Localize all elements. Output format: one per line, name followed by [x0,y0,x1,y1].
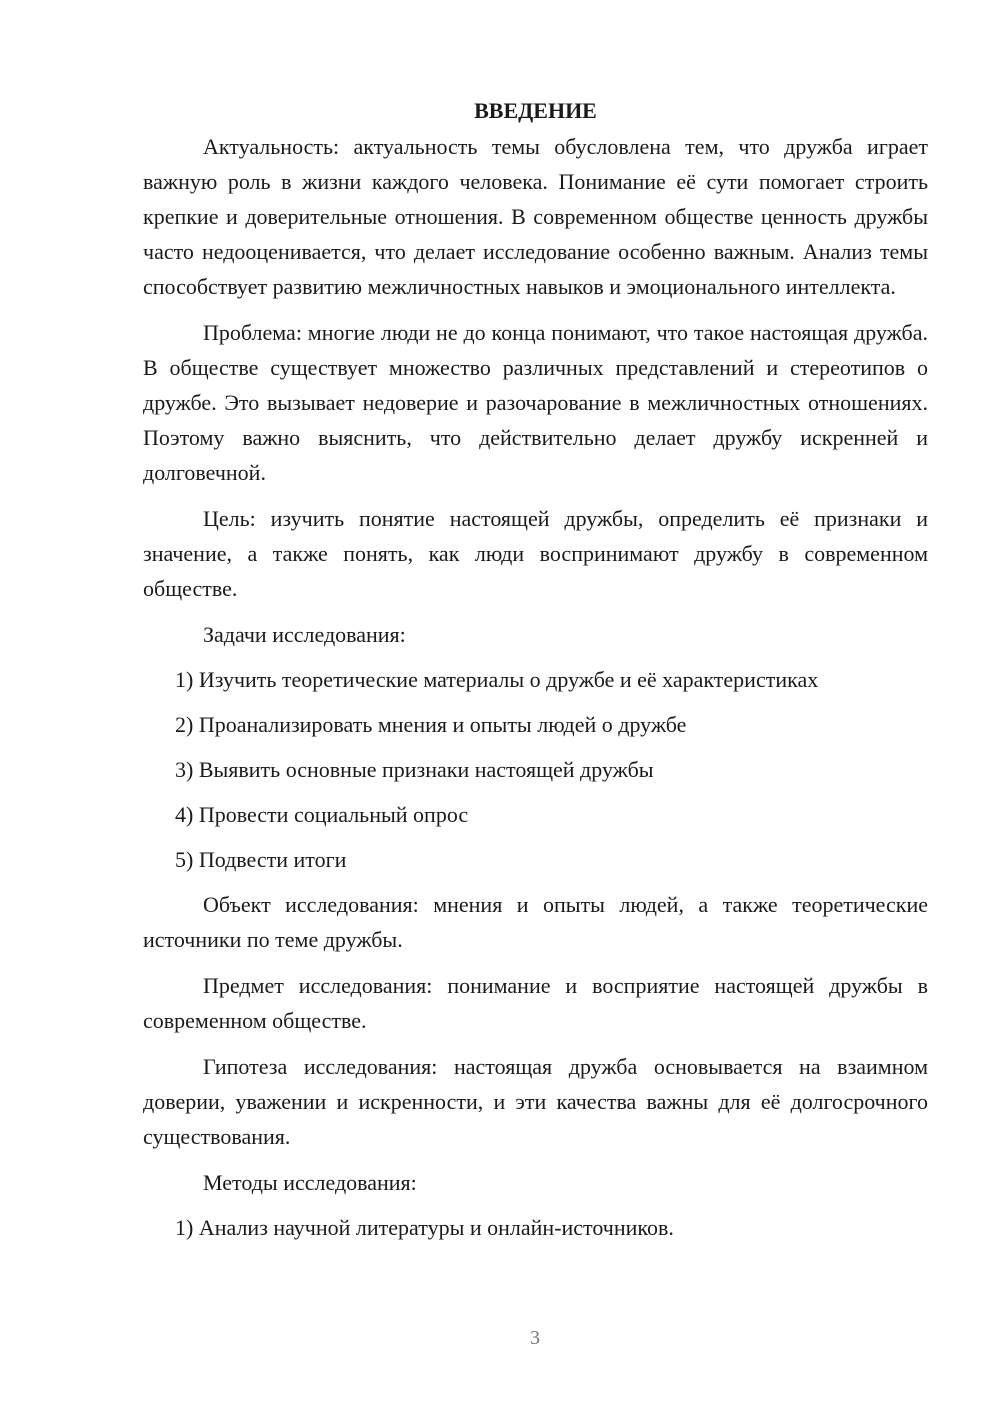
method-item: 1) Анализ научной литературы и онлайн-источников. [175,1215,674,1240]
relevance-paragraph: Актуальность: актуальность темы обусловлена тем, что дружба играет важную роль в жизни каждого человека. Понимание её сути помогает строить крепкие и доверительные отношения. В современном обществе ценность дружбы часто недооценивается, что делает исследование особенно важным. Анализ темы способствует развитию межличностных навыков и эмоционального интеллекта. [143,134,928,299]
tasks-heading: Задачи исследования: [203,622,406,647]
section-title: ВВЕДЕНИЕ [474,98,597,123]
task-item: 1) Изучить теоретические материалы о дружбе и её характеристиках [175,667,819,692]
task-item: 3) Выявить основные признаки настоящей дружбы [175,757,654,782]
task-item: 5) Подвести итоги [175,847,347,872]
object-paragraph: Объект исследования: мнения и опыты людей, а также теоретические источники по теме дружбы. [143,892,928,952]
subject-paragraph: Предмет исследования: понимание и восприятие настоящей дружбы в современном обществе. [143,973,928,1033]
document-page [143,93,928,1255]
task-item: 4) Провести социальный опрос [175,802,469,827]
problem-paragraph: Проблема: многие люди не до конца понимают, что такое настоящая дружба. В обществе существует множество различных представлений и стереотипов о дружбе. Это вызывает недоверие и разочарование в межличностных отношениях. Поэтому важно выяснить, что действительно делает дружбу искренней и долговечной. [143,320,928,485]
task-item: 2) Проанализировать мнения и опыты людей о дружбе [175,712,687,737]
methods-heading: Методы исследования: [203,1170,417,1195]
page-number: 3 [530,1327,540,1349]
hypothesis-paragraph: Гипотеза исследования: настоящая дружба основывается на взаимном доверии, уважении и искренности, и эти качества важны для её долгосрочного существования. [143,1054,928,1149]
goal-paragraph: Цель: изучить понятие настоящей дружбы, определить её признаки и значение, а также понять, как люди воспринимают дружбу в современном обществе. [143,506,928,601]
